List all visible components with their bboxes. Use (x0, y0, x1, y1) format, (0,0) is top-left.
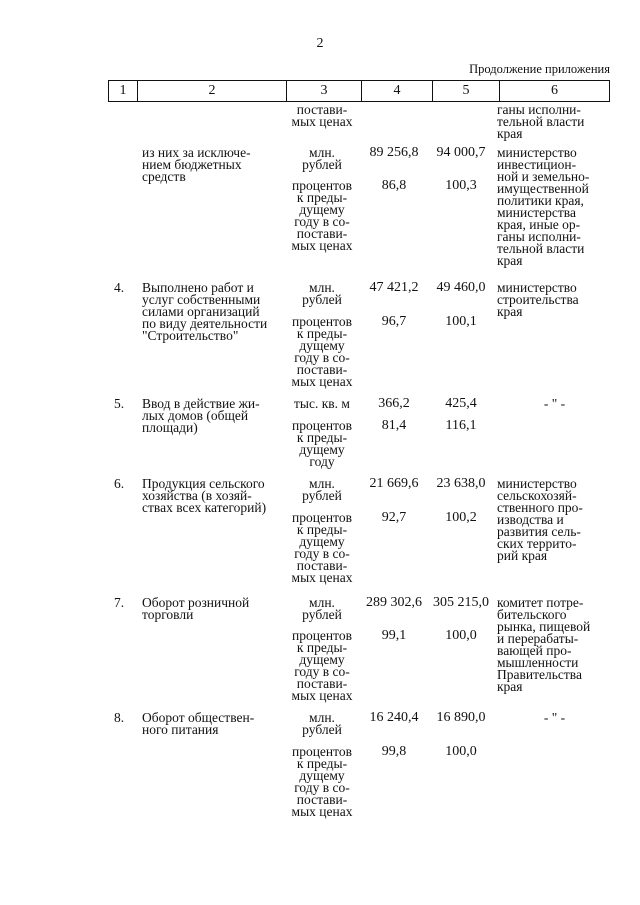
row-1-value-4a: 89 256,8 (369, 145, 419, 160)
row-5-value-4a: 366,2 (378, 396, 410, 411)
row-8-value-4b: 99,8 (381, 744, 407, 759)
row-8-indicator: Оборот обществен- ного питания (142, 710, 255, 737)
row-5-value-5b: 116,1 (445, 418, 477, 433)
row-1-responsible: министерство инвестицион- ной и земельно- имущественной политики края, министерства края, иные ор- ганы исполни- тельной власти края (497, 145, 590, 268)
row-0-responsible: ганы исполни- тельной власти края (497, 102, 585, 141)
row-6-value-4a: 21 669,6 (369, 476, 419, 491)
row-5-number: 5. (114, 396, 125, 411)
column-header-2: 2 (138, 81, 287, 102)
row-4-responsible: министерство строительства края (497, 280, 579, 319)
row-4-value-4b: 96,7 (381, 314, 407, 329)
row-7-number: 7. (114, 595, 125, 610)
row-8-unit-b: процентов к преды- дущему году в со- постави- мых ценах (291, 744, 353, 819)
row-4-number: 4. (114, 280, 125, 295)
row-6-number: 6. (114, 476, 125, 491)
row-6-value-5b: 100,2 (445, 510, 477, 525)
row-8-unit-a: млн. рублей (302, 710, 342, 737)
row-4-unit-b: процентов к преды- дущему году в со- постави- мых ценах (291, 314, 353, 389)
row-7-value-5a: 305 215,0 (433, 595, 489, 610)
row-5-value-5a: 425,4 (445, 396, 477, 411)
continuation-label: Продолжение приложения (469, 62, 610, 76)
row-5-value-4b: 81,4 (381, 418, 407, 433)
row-5-unit-b: процентов к преды- дущему году (291, 418, 352, 469)
column-header-3: 3 (287, 81, 362, 102)
row-8-number: 8. (114, 710, 125, 725)
row-4-indicator: Выполнено работ и услуг собственными силами организаций по виду деятельности "Строительство" (142, 280, 268, 343)
row-6-value-5a: 23 638,0 (436, 476, 486, 491)
row-1-unit-a: млн. рублей (302, 145, 342, 172)
row-8-value-5b: 100,0 (445, 744, 477, 759)
column-header-table (108, 80, 610, 102)
row-6-unit-b: процентов к преды- дущему году в со- постави- мых ценах (291, 510, 353, 585)
row-4-value-5b: 100,1 (445, 314, 477, 329)
row-4-unit-a: млн. рублей (302, 280, 342, 307)
row-7-unit-b: процентов к преды- дущему году в со- постави- мых ценах (291, 628, 353, 703)
row-7-responsible: комитет потре- бительского рынка, пищевой и перерабаты- вающей про- мышленности Правительства края (497, 595, 591, 694)
row-1-indicator: из них за исключе- нием бюджетных средств (142, 145, 251, 184)
column-header-6: 6 (500, 81, 610, 102)
column-header-5: 5 (433, 81, 500, 102)
column-header-4: 4 (362, 81, 433, 102)
row-6-unit-a: млн. рублей (302, 476, 342, 503)
row-8-value-5a: 16 890,0 (436, 710, 486, 725)
row-6-indicator: Продукция сельского хозяйства (в хозяй- ствах всех категорий) (142, 476, 267, 515)
row-4-value-5a: 49 460,0 (436, 280, 486, 295)
row-7-value-4b: 99,1 (381, 628, 407, 643)
row-1-value-5a: 94 000,7 (436, 145, 486, 160)
row-1-value-5b: 100,3 (445, 178, 477, 193)
column-header-1: 1 (109, 81, 138, 102)
row-6-value-4b: 92,7 (381, 510, 407, 525)
row-8-value-4a: 16 240,4 (369, 710, 419, 725)
row-5-indicator: Ввод в действие жи- лых домов (общей площади) (142, 396, 260, 435)
row-7-unit-a: млн. рублей (302, 595, 342, 622)
page-number: 2 (316, 36, 324, 51)
row-7-indicator: Оборот розничной торговли (142, 595, 250, 622)
row-6-responsible: министерство сельскохозяй- ственного про- изводства и развития сель- ских террито- рий края (497, 476, 583, 563)
row-7-value-5b: 100,0 (445, 628, 477, 643)
row-1-unit-b: процентов к преды- дущему году в со- постави- мых ценах (291, 178, 353, 253)
row-5-responsible: - " - (543, 396, 566, 411)
row-7-value-4a: 289 302,6 (366, 595, 422, 610)
row-0-unit: постави- мых ценах (291, 102, 353, 129)
row-8-responsible: - " - (543, 710, 566, 725)
row-5-unit-a: тыс. кв. м (294, 396, 350, 411)
row-4-value-4a: 47 421,2 (369, 280, 419, 295)
row-1-value-4b: 86,8 (381, 178, 407, 193)
